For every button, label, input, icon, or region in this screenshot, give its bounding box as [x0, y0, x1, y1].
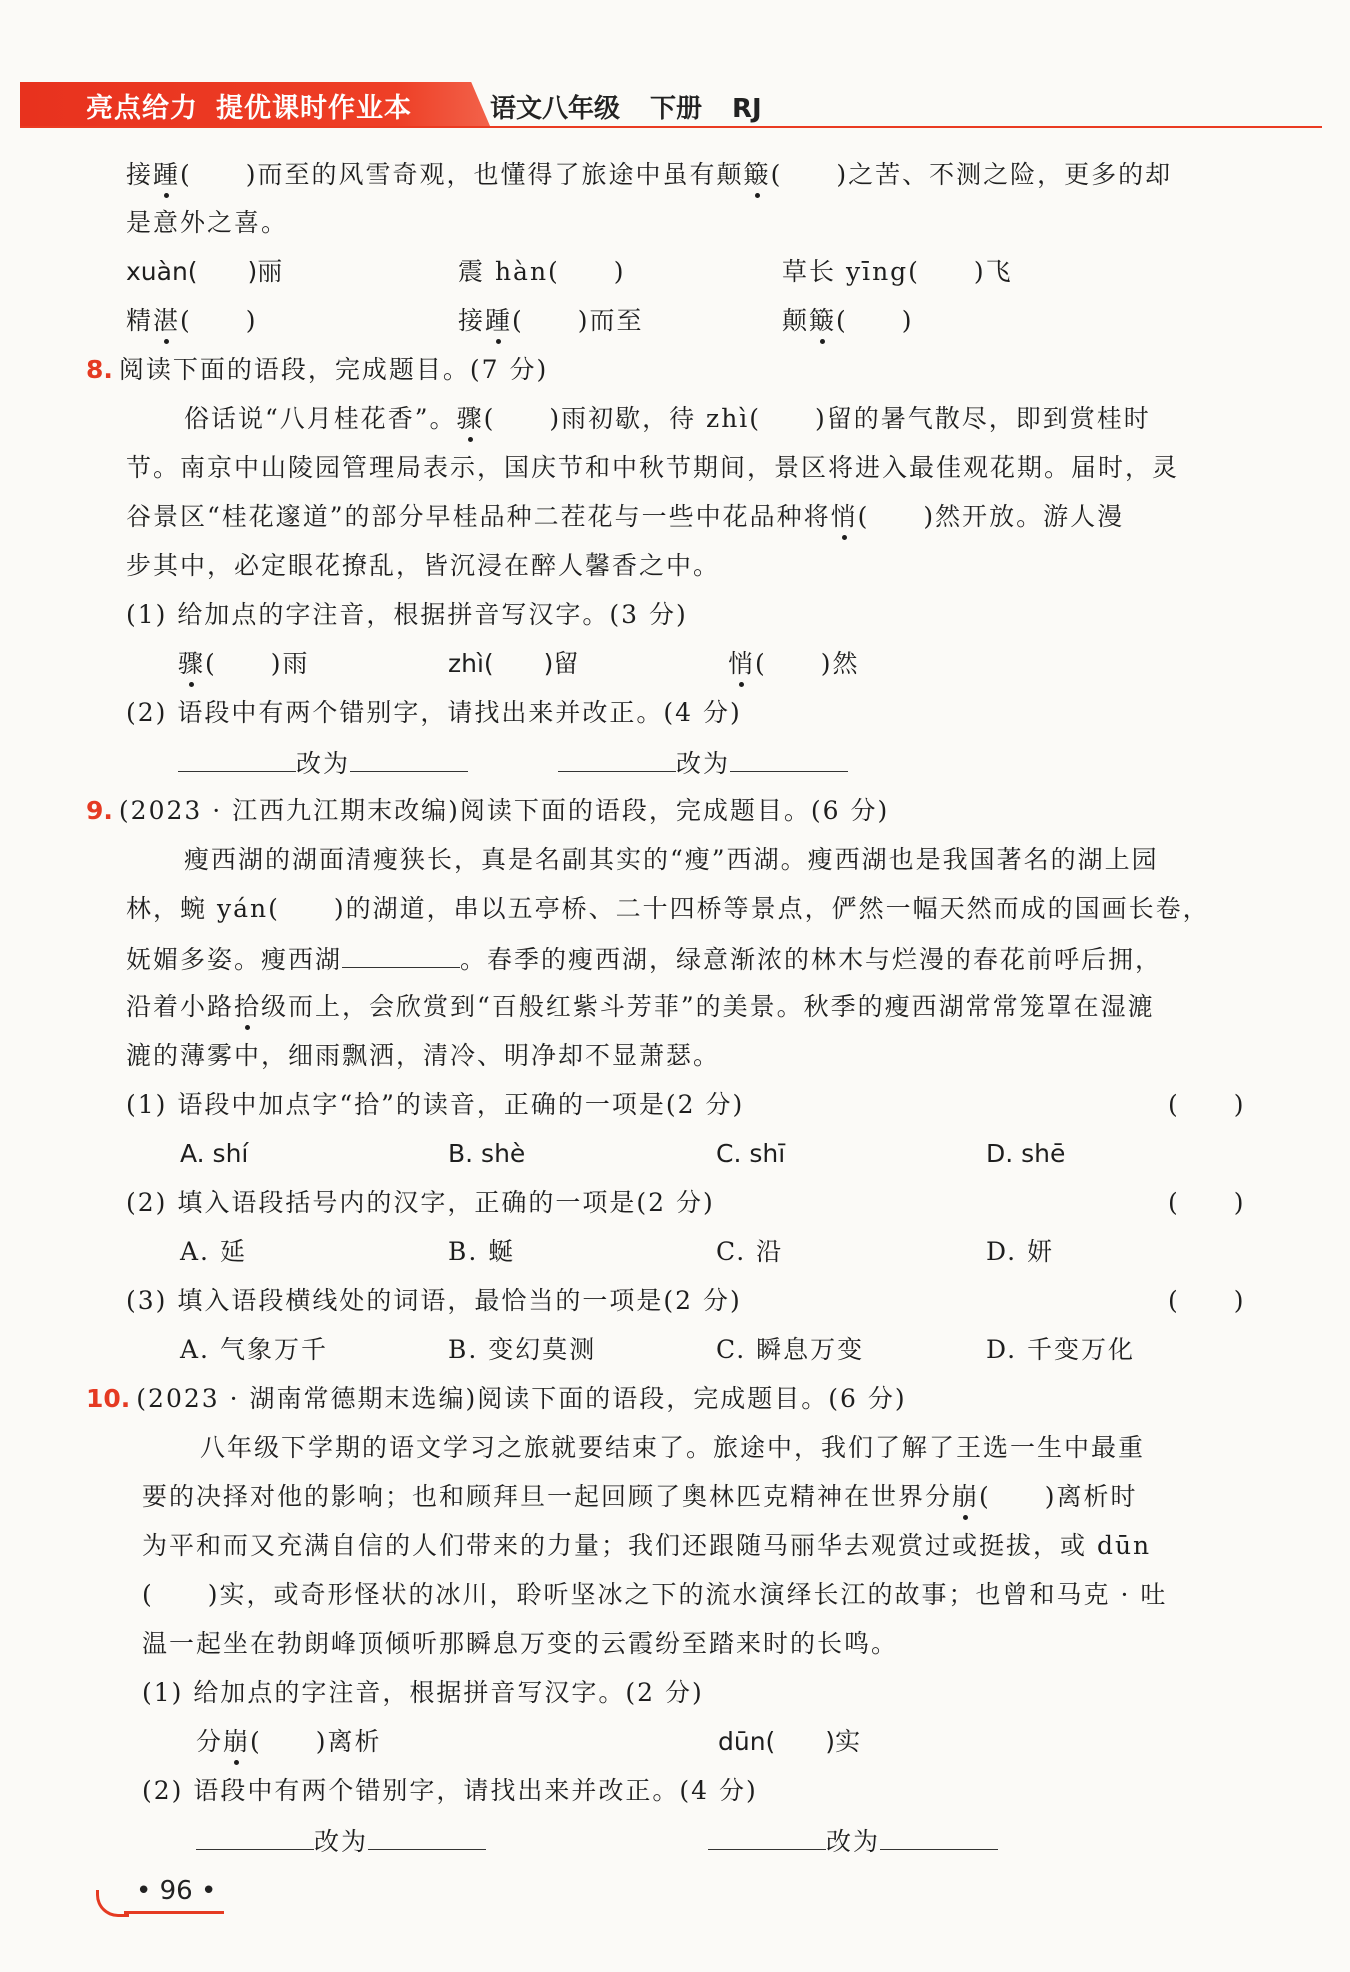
header-brand — [86, 86, 430, 125]
q9-heading — [86, 796, 889, 826]
q9-sub2: (2) 填入语段括号内的汉字，正确的一项是(2 分) — [126, 1188, 715, 1217]
q9-sub1-option-b[interactable]: B. shè — [448, 1139, 526, 1168]
q7-item-jingzhan: 精湛( ) — [126, 306, 258, 335]
emphasis-dot-char: 悄 — [728, 649, 756, 678]
q9-sub1-option-c[interactable]: C. shī — [716, 1139, 786, 1168]
q9-sub2-option-c[interactable]: C. 沿 — [716, 1237, 784, 1266]
q8-number: 8. — [86, 355, 113, 384]
q8-change-1: 改为 — [296, 749, 351, 778]
q8-sub2: (2) 语段中有两个错别字，请找出来并改正。(4 分) — [126, 698, 742, 727]
emphasis-dot-char: 湛 — [153, 306, 181, 335]
q9-sub3-answer-bracket[interactable]: ( ) — [1168, 1286, 1246, 1315]
footer-underline — [124, 1911, 224, 1914]
q9-para-3a: 妩媚多姿。瘦西湖 — [126, 945, 343, 974]
q10-sub1-item-beng: 分崩( )离析 — [196, 1727, 382, 1756]
q8-blank-2[interactable] — [350, 747, 468, 772]
q9-sub3-option-c[interactable]: C. 瞬息万变 — [716, 1335, 865, 1364]
page-footer — [96, 1876, 226, 1916]
page-number: • 96 • — [136, 1876, 217, 1906]
q8-title: 阅读下面的语段，完成题目。(7 分) — [118, 355, 549, 384]
q7-item-han: 震 hàn( ) — [458, 257, 626, 286]
q10-change-1: 改为 — [314, 1827, 369, 1856]
q9-sub2-option-b[interactable]: B. 蜒 — [448, 1237, 516, 1266]
q8-sub1-item-zhou: 骤( )雨 — [178, 649, 310, 678]
emphasis-dot-char: 拾 — [234, 992, 262, 1021]
series-name: 提优课时作业本 — [216, 93, 412, 124]
header-subject — [490, 88, 792, 125]
q10-blank-3[interactable] — [708, 1825, 826, 1850]
q8-para-1: 俗话说“八月桂花香”。骤( )雨初歇，待 zhì( )留的暑气散尽，即到赏桂时 — [184, 404, 1151, 433]
emphasis-dot-char: 簸 — [809, 306, 837, 335]
q8-blank-1[interactable] — [178, 747, 296, 772]
q9-sub3-option-d[interactable]: D. 千变万化 — [986, 1335, 1136, 1364]
subject-grade: 语文八年级 — [490, 94, 621, 124]
q10-para-4: ( )实，或奇形怪状的冰川，聆听坚冰之下的流水演绎长江的故事；也曾和马克 · 吐 — [142, 1580, 1168, 1609]
q9-sub2-answer-bracket[interactable]: ( ) — [1168, 1188, 1246, 1217]
q9-para-3 — [126, 943, 1162, 975]
q9-sub1: (1) 语段中加点字“拾”的读音，正确的一项是(2 分) — [126, 1090, 745, 1119]
emphasis-dot-char: 悄 — [830, 502, 858, 531]
q8-heading — [86, 355, 548, 385]
q9-sub2-option-a[interactable]: A. 延 — [180, 1237, 247, 1266]
q9-para-3b: 。春季的瘦西湖，绿意渐浓的林木与烂漫的春花前呼后拥， — [460, 945, 1163, 974]
q9-para-1: 瘦西湖的湖面清瘦狭长，真是名副其实的“瘦”西湖。瘦西湖也是我国著名的湖上园 — [184, 845, 1159, 874]
q8-change-2: 改为 — [676, 749, 731, 778]
emphasis-dot-char: 踵 — [153, 160, 181, 189]
q9-sub2-option-d[interactable]: D. 妍 — [986, 1237, 1055, 1266]
q9-sub3-option-b[interactable]: B. 变幻莫测 — [448, 1335, 597, 1364]
q8-sub1: (1) 给加点的字注音，根据拼音写汉字。(3 分) — [126, 600, 688, 629]
q7-item-dianbo: 颠簸( ) — [782, 306, 914, 335]
edition: RJ — [732, 94, 762, 124]
emphasis-dot-char: 骤 — [456, 404, 484, 433]
q9-title: (2023 · 江西九江期末改编)阅读下面的语段，完成题目。(6 分) — [118, 796, 890, 825]
q10-para-3: 为平和而又充满自信的人们带来的力量；我们还跟随马丽华去观赏过或挺拔，或 dūn — [142, 1531, 1152, 1560]
q9-para-4: 沿着小路拾级而上，会欣赏到“百般红紫斗芳菲”的美景。秋季的瘦西湖常常笼罩在湿漉 — [126, 992, 1155, 1021]
q9-sub1-option-a[interactable]: A. shí — [180, 1139, 249, 1168]
emphasis-dot-char: 簸 — [743, 160, 771, 189]
q7-item-xuan: xuàn( )丽 — [126, 257, 283, 286]
q10-number: 10. — [86, 1384, 131, 1413]
q8-sub1-item-qiao: 悄( )然 — [728, 649, 860, 678]
q10-title: (2023 · 湖南常德期末选编)阅读下面的语段，完成题目。(6 分) — [136, 1384, 907, 1413]
q9-sub1-option-d[interactable]: D. shē — [986, 1139, 1066, 1168]
q10-sub2: (2) 语段中有两个错别字，请找出来并改正。(4 分) — [142, 1776, 758, 1805]
q9-sub3: (3) 填入语段横线处的词语，最恰当的一项是(2 分) — [126, 1286, 742, 1315]
q10-sub1: (1) 给加点的字注音，根据拼音写汉字。(2 分) — [142, 1678, 704, 1707]
q8-para-4: 步其中，必定眼花撩乱，皆沉浸在醉人馨香之中。 — [126, 551, 721, 580]
q8-sub1-item-zhi: zhì( )留 — [448, 649, 579, 678]
q7-item-ying: 草长 yīng( )飞 — [782, 257, 1013, 286]
q10-para-5: 温一起坐在勃朗峰顶倾听那瞬息万变的云霞纷至踏来时的长鸣。 — [142, 1629, 899, 1658]
emphasis-dot-char: 崩 — [223, 1727, 251, 1756]
q10-answer-row — [196, 1825, 998, 1857]
q8-blank-3[interactable] — [558, 747, 676, 772]
q10-sub1-item-dun: dūn( )实 — [718, 1727, 861, 1756]
page-header — [20, 82, 1322, 130]
q7-line-2: 是意外之喜。 — [126, 208, 289, 237]
q7-line-1: 接踵( )而至的风雪奇观，也懂得了旅途中虽有颠簸( )之苦、不测之险，更多的却 — [126, 160, 1173, 189]
q10-para-2: 要的决择对他的影响；也和顾拜旦一起回顾了奥林匹克精神在世界分崩( )离析时 — [142, 1482, 1138, 1511]
q9-blank[interactable] — [342, 943, 460, 968]
volume: 下册 — [650, 94, 703, 124]
header-divider — [20, 126, 1322, 128]
q9-sub3-option-a[interactable]: A. 气象万千 — [180, 1335, 328, 1364]
q8-blank-4[interactable] — [730, 747, 848, 772]
q8-para-3: 谷景区“桂花邃道”的部分早桂品种二茬花与一些中花品种将悄( )然开放。游人漫 — [126, 502, 1125, 531]
emphasis-dot-char: 踵 — [485, 306, 513, 335]
q7-item-jiezhong: 接踵( )而至 — [458, 306, 644, 335]
q8-para-2: 节。南京中山陵园管理局表示，国庆节和中秋节期间，景区将进入最佳观花期。届时，灵 — [126, 453, 1180, 482]
q10-para-1: 八年级下学期的语文学习之旅就要结束了。旅途中，我们了解了王选一生中最重 — [200, 1433, 1146, 1462]
q10-change-2: 改为 — [826, 1827, 881, 1856]
emphasis-dot-char: 崩 — [952, 1482, 980, 1511]
q9-para-5: 漉的薄雾中，细雨飘洒，清冷、明净却不显萧瑟。 — [126, 1041, 721, 1070]
q8-answer-row — [178, 747, 848, 779]
emphasis-dot-char: 骤 — [178, 649, 206, 678]
q10-blank-1[interactable] — [196, 1825, 314, 1850]
q9-sub1-answer-bracket[interactable]: ( ) — [1168, 1090, 1246, 1119]
q10-heading — [86, 1384, 907, 1414]
q9-number: 9. — [86, 796, 113, 825]
q9-para-2: 林，蜿 yán( )的湖道，串以五亭桥、二十四桥等景点，俨然一幅天然而成的国画长卷， — [126, 894, 1210, 923]
q10-blank-2[interactable] — [368, 1825, 486, 1850]
brand-name: 亮点给力 — [86, 93, 198, 124]
q10-blank-4[interactable] — [880, 1825, 998, 1850]
